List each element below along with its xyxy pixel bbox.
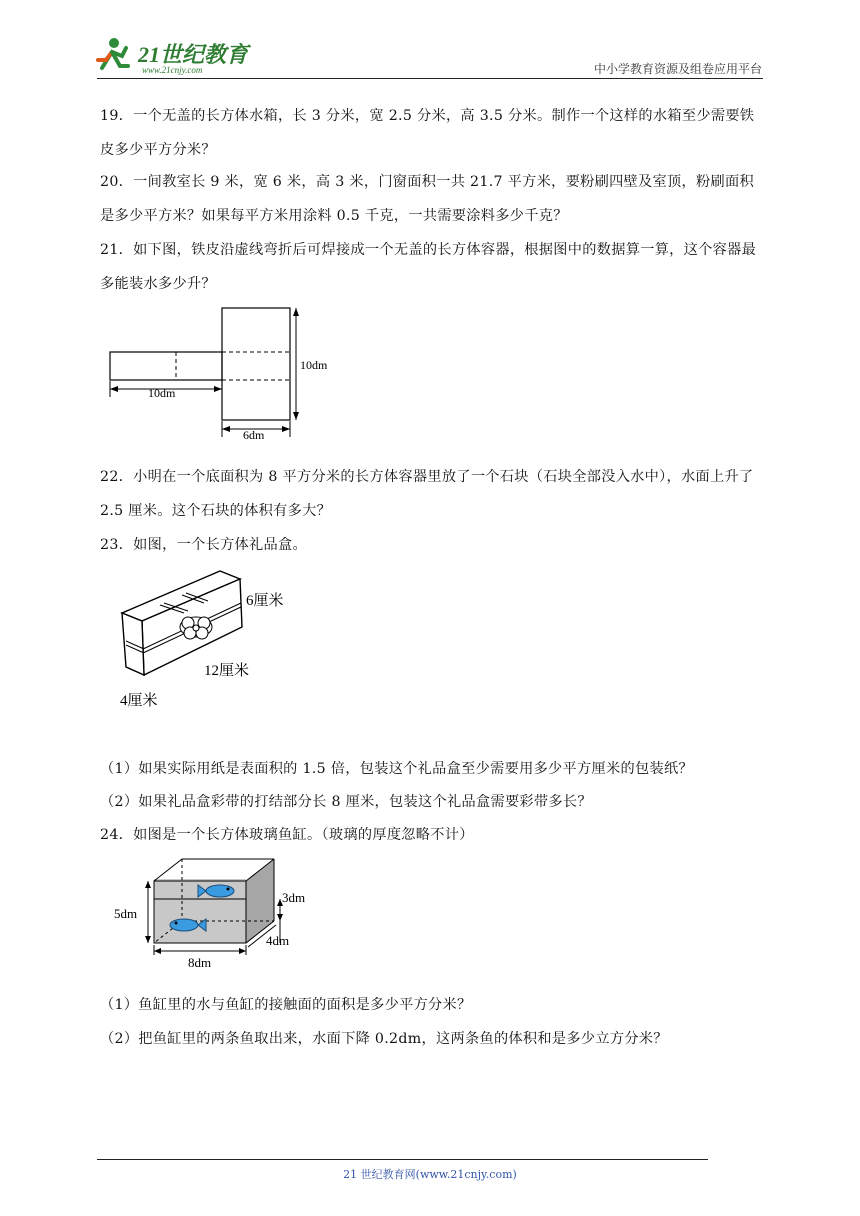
question-23: 23．如图，一个长方体礼品盒。 bbox=[100, 537, 307, 553]
question-24: 24．如图是一个长方体玻璃鱼缸。（玻璃的厚度忽略不计） bbox=[100, 827, 474, 843]
runner-logo-icon bbox=[96, 36, 266, 76]
net-diagram-figure bbox=[100, 305, 360, 440]
label-6cm: 6厘米 bbox=[246, 593, 284, 609]
label-12cm: 12厘米 bbox=[204, 663, 250, 679]
label-6dm: 6dm bbox=[243, 428, 265, 440]
logo-text: 21世纪教育 bbox=[138, 42, 249, 67]
logo-url: www.21cnjy.com bbox=[142, 65, 203, 75]
question-23-part-1: （1）如果实际用纸是表面积的 1.5 倍，包装这个礼品盒至少需要用多少平方厘米的包装纸？ bbox=[100, 761, 693, 777]
fish-tank-figure bbox=[112, 855, 312, 975]
question-19: 19．一个无盖的长方体水箱，长 3 分米，宽 2.5 分米，高 3.5 分米。制作一个这样的水箱至少需要铁皮多少平方分米？ bbox=[100, 108, 755, 158]
footer-divider bbox=[97, 1159, 708, 1160]
question-24-part-1: （1）鱼缸里的水与鱼缸的接触面的面积是多少平方分米？ bbox=[100, 997, 472, 1013]
label-10dm-horizontal: 10dm bbox=[148, 386, 176, 400]
bow-icon bbox=[180, 617, 212, 639]
question-24-part-2: （2）把鱼缸里的两条鱼取出来，水面下降 0.2dm，这两条鱼的体积和是多少立方分米？ bbox=[100, 1031, 668, 1047]
footer-link[interactable]: 21 世纪教育网(www.21cnjy.com) bbox=[343, 1168, 517, 1181]
question-21: 21．如下图，铁皮沿虚线弯折后可焊接成一个无盖的长方体容器，根据图中的数据算一算，这个容器最多能装水多少升？ bbox=[100, 242, 757, 292]
label-8dm: 8dm bbox=[188, 955, 212, 970]
label-4dm: 4dm bbox=[266, 933, 290, 948]
label-3dm: 3dm bbox=[282, 890, 306, 905]
label-10dm-vertical: 10dm bbox=[300, 358, 328, 372]
platform-name: 中小学教育资源及组卷应用平台 bbox=[593, 62, 762, 76]
label-5dm: 5dm bbox=[114, 906, 138, 921]
header-divider bbox=[97, 78, 763, 79]
question-20: 20．一间教室长 9 米，宽 6 米，高 3 米，门窗面积一共 21.7 平方米，要粉刷四壁及室顶，粉刷面积是多少平方米？如果每平方米用涂料 0.5 千克，一共需要涂料多少千克？ bbox=[100, 174, 754, 224]
question-23-part-2: （2）如果礼品盒彩带的打结部分长 8 厘米，包装这个礼品盒需要彩带多长？ bbox=[100, 794, 592, 810]
site-logo bbox=[96, 36, 266, 76]
question-22: 22．小明在一个底面积为 8 平方分米的长方体容器里放了一个石块（石块全部没入水中），水面上升了 2.5 厘米。这个石块的体积有多大？ bbox=[100, 469, 754, 519]
label-4cm: 4厘米 bbox=[120, 693, 158, 709]
gift-box-figure bbox=[112, 565, 292, 715]
